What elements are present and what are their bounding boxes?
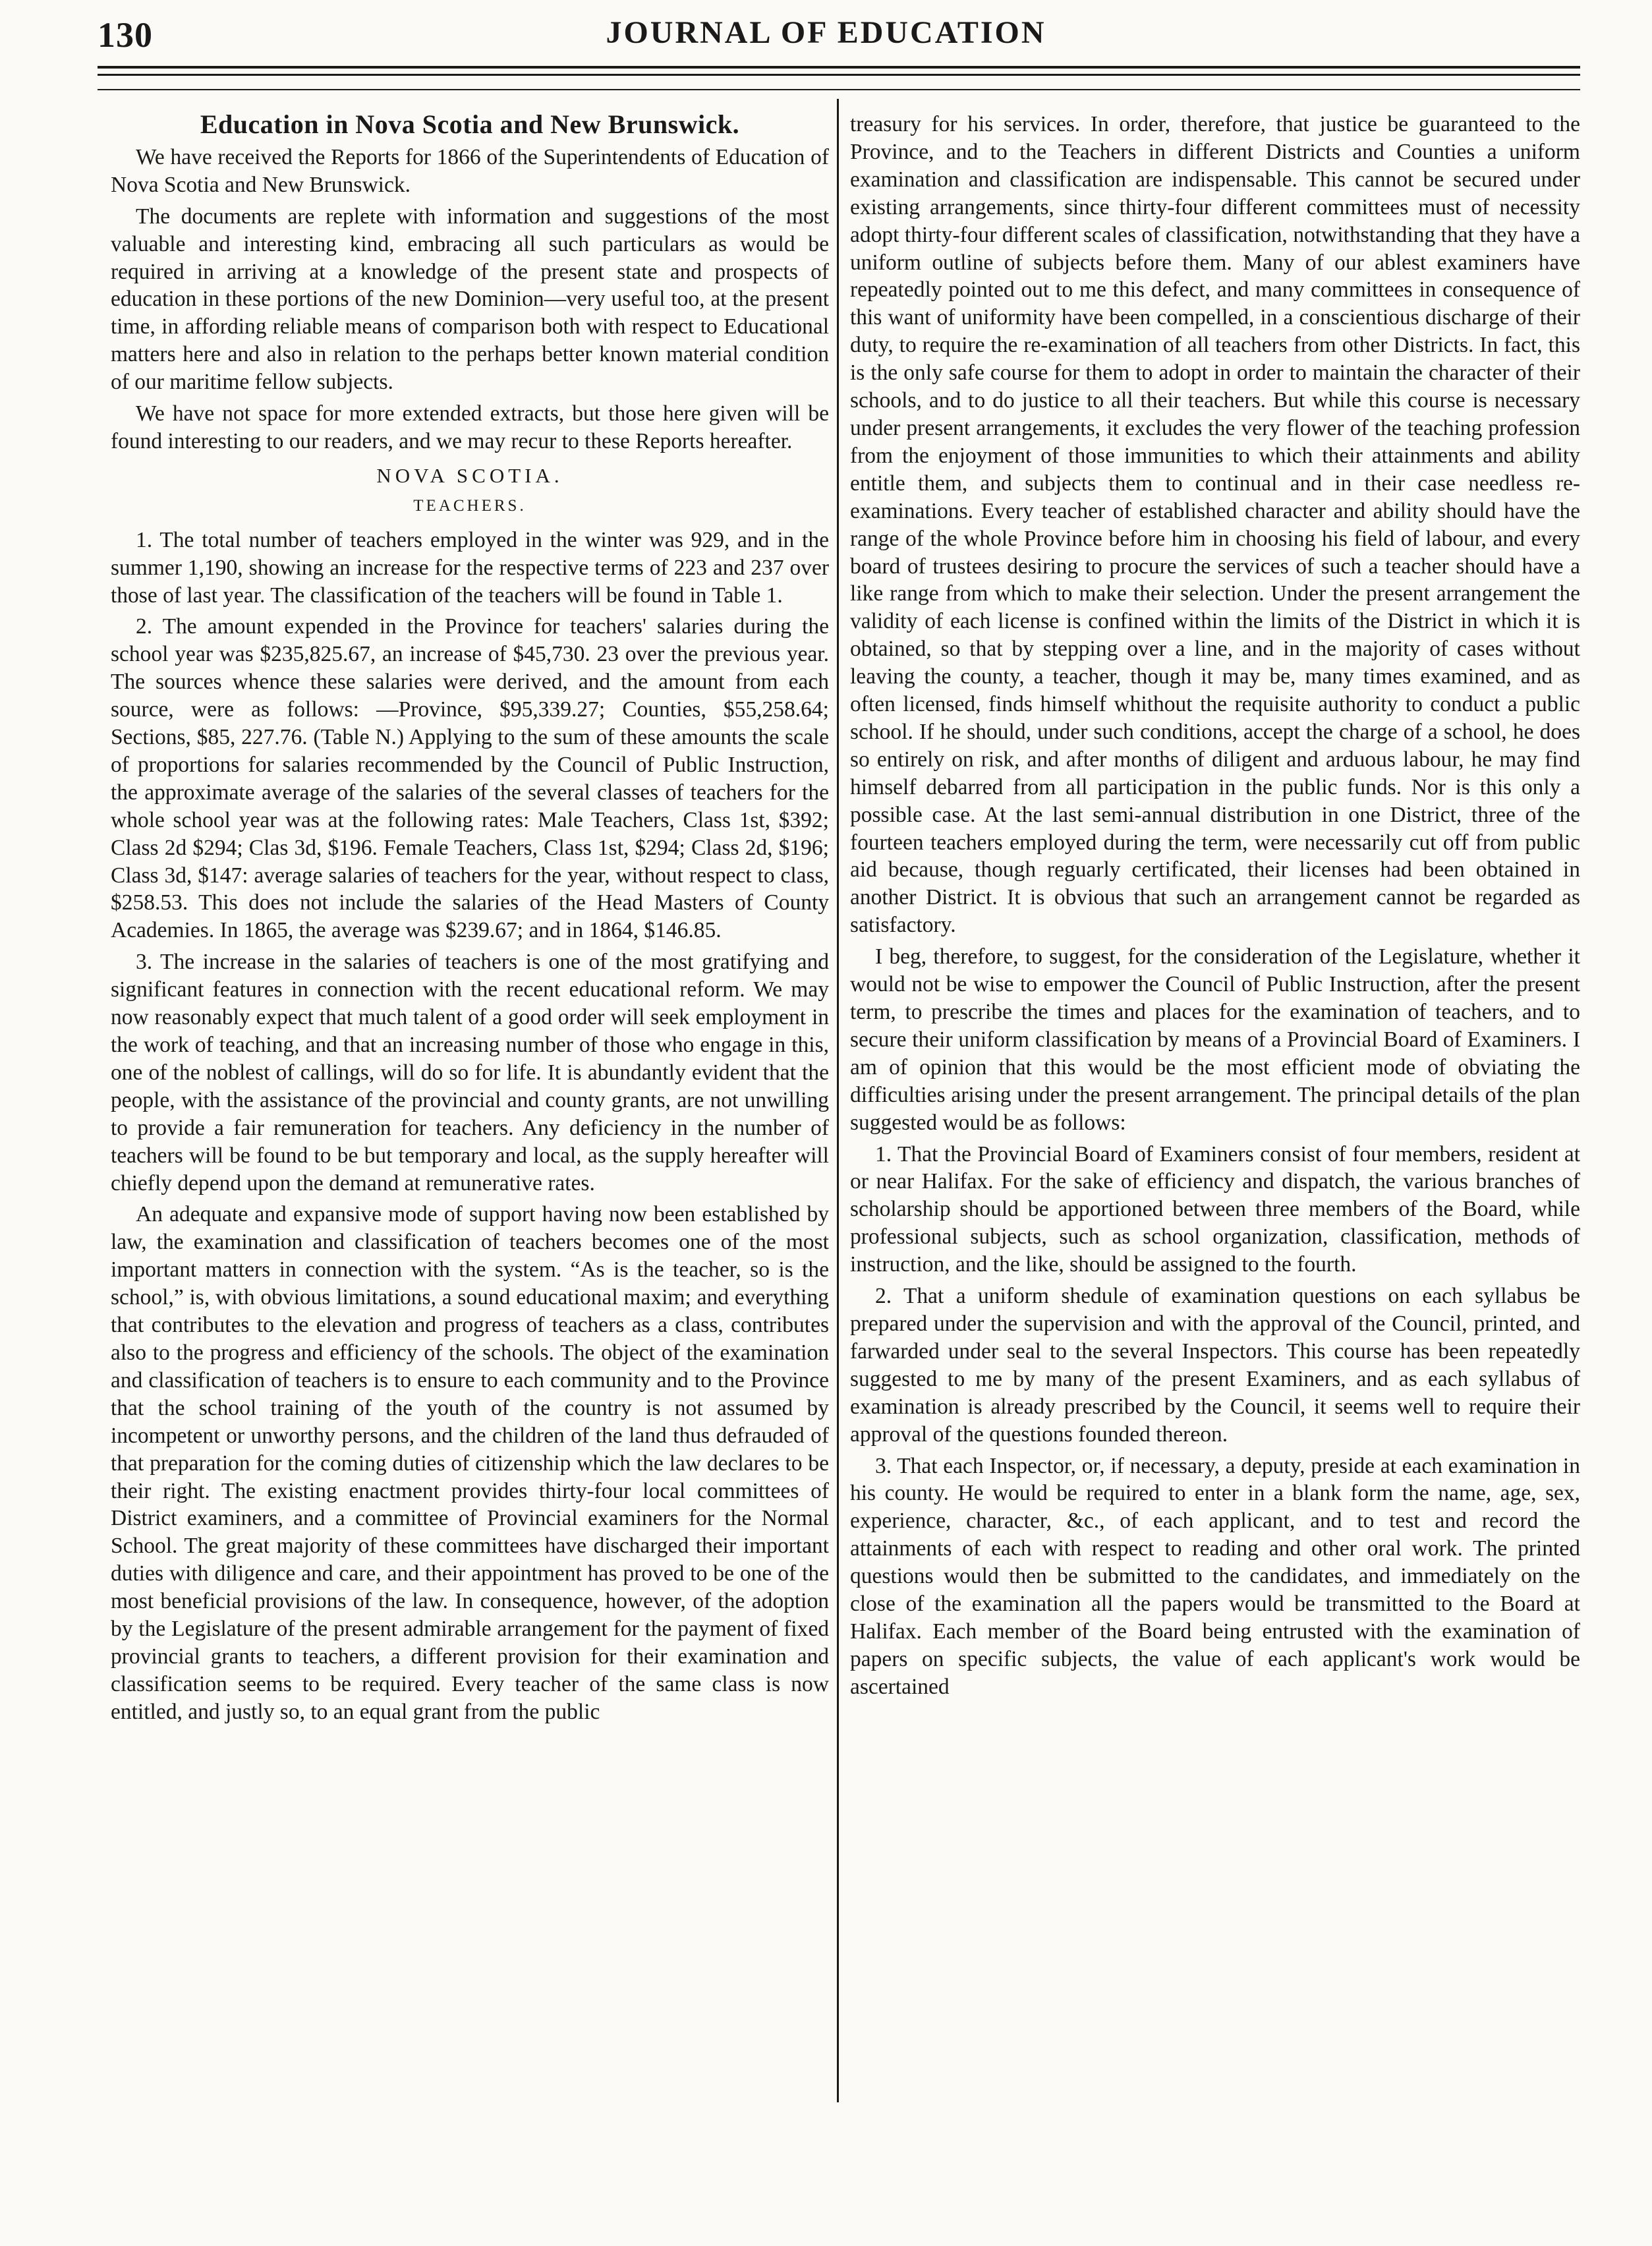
body-paragraph: 1. The total number of teachers employed in the winter was 929, and in the summer 1,190, showing an increase for the respective terms of 223 and 237 over those of last year. The classification of the teachers will be found in Table 1. — [111, 527, 829, 608]
left-column — [111, 111, 829, 2094]
intro-paragraph: We have received the Reports for 1866 of the Superintendents of Education of Nova Scotia and New Brunswick. — [111, 144, 829, 197]
body-paragraph: treasury for his services. In order, therefore, that justice be guaranteed to the Province, and to the Teachers in different Districts and Counties a uniform examination and classification are indispensable. This cannot be secured under existing arrangements, since thirty-four different committees must of necessity adopt thirty-four different scales of classification, notwithstanding that they have a uniform outline of subjects before them. Many of our ablest examiners have repeatedly pointed out to me this defect, and many committees in consequence of this want of uniformity have been compelled, in a conscientious discharge of their duty, to require the re-examination of all teachers from other Districts. In fact, this is the only safe course for them to adopt in order to maintain the character of their schools, and to do justice to all their teachers. But while this course is necessary under present arrangements, it excludes the very flower of the teaching profession from the enjoyment of those immunities to which their attainments and ability entitle them, and subjects them to continual and in their case needless re-examinations. Every teacher of established character and ability should have the range of the whole Province before him in choosing his field of labour, and every board of trustees desiring to procure the services of such a teacher should have a like range from which to make their selection. Under the present arrangement the validity of each license is confined within the limits of the District in which it is obtained, so that by stepping over a line, and in the majority of cases without leaving the county, a teacher, though it may be, many times examined, and as often licensed, finds himself whithout the requisite authority to conduct a public school. If he should, under such conditions, accept the charge of a school, he does so entirely on risk, and after months of diligent and arduous labour, he may find himself debarred from all participation in the public funds. Nor is this only a possible case. At the last semi-annual distribution in one District, three of the fourteen teachers employed during the term, were necessarily cut off from public aid because, though reguarly certificated, their licenses had been obtained in another District. It is obvious that such an arrangement cannot be regarded as satisfactory. — [850, 112, 1580, 938]
body-paragraph: 2. That a uniform shedule of examination questions on each syllabus be prepared under the supervision and with the approval of the Council, printed, and farwarded under seal to the several Inspectors. This course has been repeatedly suggested to me by many of the present Examiners, and as each syllabus of examination is already prescribed by the Council, it seems well to require their approval of the questions founded thereon. — [850, 1284, 1580, 1447]
header-rule — [98, 74, 1580, 76]
body-paragraph: 2. The amount expended in the Province for teachers' salaries during the school year was $235,825.67, an increase of $45,730. 23 over the previous year. The sources whence these salaries were derived, and the amount from each source, were as follows: —Province, $95,339.27; Counties, $55,258.64; Sections, $85, 227.76. (Table N.) Applying to the sum of these amounts the scale of proportions for salaries recommended by the Council of Public Instruction, the approximate average of the salaries of the several classes of teachers for the whole school year was at the following rates: Male Teachers, Class 1st, $392; Class 2d $294; Clas 3d, $196. Female Teachers, Class 1st, $294; Class 2d, $196; Class 3d, $147: average salaries of teachers for the year, without respect to class, $258.53. This does not include the salaries of the Head Masters of County Academies. In 1865, the average was $239.67; and in 1864, $146.85. — [111, 614, 829, 943]
subsection-heading: TEACHERS. — [413, 496, 527, 515]
header-rule — [98, 66, 1580, 69]
section-heading: NOVA SCOTIA. — [376, 463, 563, 487]
intro-paragraph: The documents are replete with information and suggestions of the most valuable and interesting kind, embracing all such particulars as would be required in arriving at a knowledge of the present state and prospects of education in these portions of the new Dominion—very useful too, at the present time, in affording reliable means of comparison both with respect to Educational matters here and also in relation to the perhaps better known material condition of our maritime fellow subjects. — [111, 204, 829, 395]
article-title: Education in Nova Scotia and New Brunswick. — [200, 111, 740, 139]
body-paragraph: 3. That each Inspector, or, if necessary, a deputy, preside at each examination in his county. He would be required to enter in a blank form the name, age, sex, experience, character, &c., of each applicant, and to test and record the attainments of each with respect to reading and other oral work. The printed questions would then be submitted to the candidates, and immediately on the close of the examination all the papers would be transmitted to the Board at Halifax. Each member of the Board being entrusted with the examination of papers on specific subjects, the value of each applicant's work would be ascertained — [850, 1453, 1580, 1699]
page-number: 130 — [98, 15, 153, 55]
running-head: JOURNAL OF EDUCATION — [606, 15, 1046, 50]
body-paragraph: An adequate and expansive mode of support having now been established by law, the examination and classification of teachers becomes one of the most important matters in connection with the system. “As is the teacher, so is the school,” is, with obvious limitations, a sound educational maxim; and everything that contributes to the elevation and progress of teachers as a class, contributes also to the progress and efficiency of the schools. The object of the examination and classification of teachers is to ensure to each community and to the Province that the school training of the youth of the country is not assumed by incompetent or unworthy persons, and the children of the land thus defrauded of that preparation for the coming duties of citizenship which the law declares to be their right. The existing enactment provides thirty-four local committees of District examiners, and a committee of Provincial examiners for the Normal School. The great majority of these committees have discharged their important duties with diligence and care, and their appointment has proved to be one of the most beneficial provisions of the law. In consequence, however, of the adoption by the Legislature of the present admirable arrangement for the payment of fixed provincial grants to teachers, a different provision for their examination and classification seems to be required. Every teacher of the same class is now entitled, and justly so, to an equal grant from the public — [111, 1202, 829, 1724]
body-paragraph: 3. The increase in the salaries of teachers is one of the most gratifying and significant features in connection with the recent educational reform. We may now reasonably expect that much talent of a good order will seek employment in the work of teaching, and that an increasing number of those who engage in this, one of the noblest of callings, will do so for life. It is abundantly evident that the people, with the assistance of the provincial and county grants, are not unwilling to provide a fair remuneration for teachers. Any deficiency in the number of teachers will be found to be but temporary and local, as the supply hereafter will chiefly depend upon the demand at remunerative rates. — [111, 950, 829, 1195]
body-paragraph: 1. That the Provincial Board of Examiners consist of four members, resident at or near Halifax. For the sake of efficiency and dispatch, the various branches of scholarship should be apportioned between three members of the Board, while professional subjects, such as school organization, classification, methods of instruction, and the like, should be assigned to the fourth. — [850, 1141, 1580, 1277]
body-paragraph: I beg, therefore, to suggest, for the consideration of the Legislature, whether it would not be wise to empower the Council of Public Instruction, after the present term, to prescribe the times and places for the examination of teachers, and to secure their uniform classification by means of a Provincial Board of Examiners. I am of opinion that this would be the most efficient mode of obviating the difficulties arising under the present arrangement. The principal details of the plan suggested would be as follows: — [850, 944, 1580, 1135]
column-divider — [837, 99, 839, 2102]
header-rule — [98, 89, 1580, 90]
right-column — [850, 111, 1580, 2094]
intro-paragraph: We have not space for more extended extracts, but those here given will be found interesting to our readers, and we may recur to these Reports hereafter. — [111, 401, 829, 453]
